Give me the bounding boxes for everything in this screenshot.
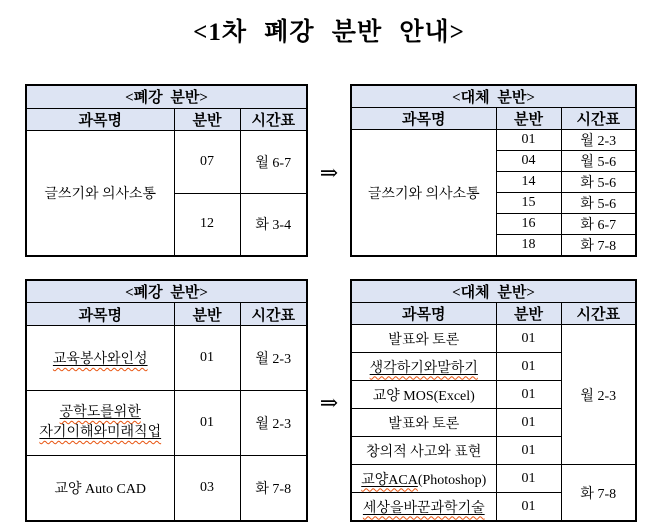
timetable-cell: 화 3-4 (240, 193, 307, 256)
section-cell: 01 (496, 409, 561, 437)
column-header-section: 분반 (496, 303, 561, 325)
column-header-timetable: 시간표 (561, 108, 636, 130)
arrow-cell (308, 279, 350, 522)
timetable-cell: 월 2-3 (561, 325, 636, 465)
top-table-row (0, 84, 658, 257)
subject-cell: 교양 Auto CAD (26, 455, 174, 521)
bottom-table-row (0, 279, 658, 522)
misspell-underlined-text: 공학도를위한 (59, 404, 141, 420)
table-title: <대체 분반> (351, 85, 636, 108)
timetable-cell: 월 5-6 (561, 151, 636, 172)
subject-cell (351, 353, 496, 381)
subject-cell: 발표와 토론 (351, 325, 496, 353)
subject-cell (26, 390, 174, 455)
section-cell: 01 (496, 437, 561, 465)
column-header-timetable: 시간표 (240, 303, 307, 325)
column-header-subject: 과목명 (26, 108, 174, 131)
timetable-cell: 월 6-7 (240, 131, 307, 193)
section-cell: 14 (496, 172, 561, 193)
misspell-underlined-text: 교육봉사와인성 (52, 351, 148, 367)
section-cell: 01 (496, 130, 561, 151)
column-header-section: 분반 (496, 108, 561, 130)
column-header-timetable: 시간표 (240, 108, 307, 131)
timetable-cell: 화 7-8 (561, 235, 636, 257)
table-title: <폐강 분반> (26, 85, 307, 108)
table-title: <폐강 분반> (26, 280, 307, 303)
timetable-cell: 월 2-3 (240, 390, 307, 455)
misspell-underlined-text: 교양ACA (361, 472, 418, 488)
timetable-cell: 화 5-6 (561, 193, 636, 214)
closed-sections-table-top (25, 84, 308, 257)
timetable-cell: 화 7-8 (561, 465, 636, 522)
section-cell: 07 (174, 131, 240, 193)
timetable-cell: 월 2-3 (561, 130, 636, 151)
subject-cell: 글쓰기와 의사소통 (351, 130, 496, 257)
double-right-arrow-icon: ⇒ (319, 389, 339, 415)
subject-cell: 창의적 사고와 표현 (351, 437, 496, 465)
section-cell: 01 (174, 390, 240, 455)
replacement-sections-table-top (350, 84, 637, 257)
section-cell: 01 (496, 493, 561, 522)
section-cell: 18 (496, 235, 561, 257)
column-header-subject: 과목명 (351, 108, 496, 130)
arrow-cell (308, 84, 350, 257)
closed-sections-table-bottom (25, 279, 308, 522)
section-cell: 03 (174, 455, 240, 521)
section-cell: 12 (174, 193, 240, 256)
section-cell: 01 (496, 325, 561, 353)
column-header-section: 분반 (174, 303, 240, 325)
timetable-cell: 월 2-3 (240, 325, 307, 390)
section-cell: 01 (496, 465, 561, 493)
timetable-cell: 화 7-8 (240, 455, 307, 521)
misspell-underlined-text: 세상을바꾼과학기술 (362, 500, 485, 516)
replacement-sections-table-bottom (350, 279, 637, 522)
section-cell: 01 (496, 353, 561, 381)
table-title: <대체 분반> (351, 280, 636, 303)
column-header-subject: 과목명 (26, 303, 174, 325)
section-cell: 04 (496, 151, 561, 172)
subject-text-plain: (Photoshop) (417, 472, 487, 488)
subject-cell (351, 465, 496, 493)
column-header-section: 분반 (174, 108, 240, 131)
subject-cell: 발표와 토론 (351, 409, 496, 437)
subject-cell (26, 325, 174, 390)
misspell-underlined-text: 생각하기와말하기 (369, 360, 478, 376)
subject-cell: 글쓰기와 의사소통 (26, 131, 174, 256)
double-right-arrow-icon: ⇒ (319, 159, 339, 185)
column-header-subject: 과목명 (351, 303, 496, 325)
column-header-timetable: 시간표 (561, 303, 636, 325)
subject-cell: 교양 MOS(Excel) (351, 381, 496, 409)
timetable-cell: 화 5-6 (561, 172, 636, 193)
timetable-cell: 화 6-7 (561, 214, 636, 235)
subject-cell (351, 493, 496, 522)
misspell-underlined-text: 자기이해와미래직업 (39, 424, 162, 440)
section-cell: 01 (496, 381, 561, 409)
page-title: <1차 폐강 분반 안내> (193, 19, 465, 46)
section-cell: 01 (174, 325, 240, 390)
section-cell: 15 (496, 193, 561, 214)
section-cell: 16 (496, 214, 561, 235)
